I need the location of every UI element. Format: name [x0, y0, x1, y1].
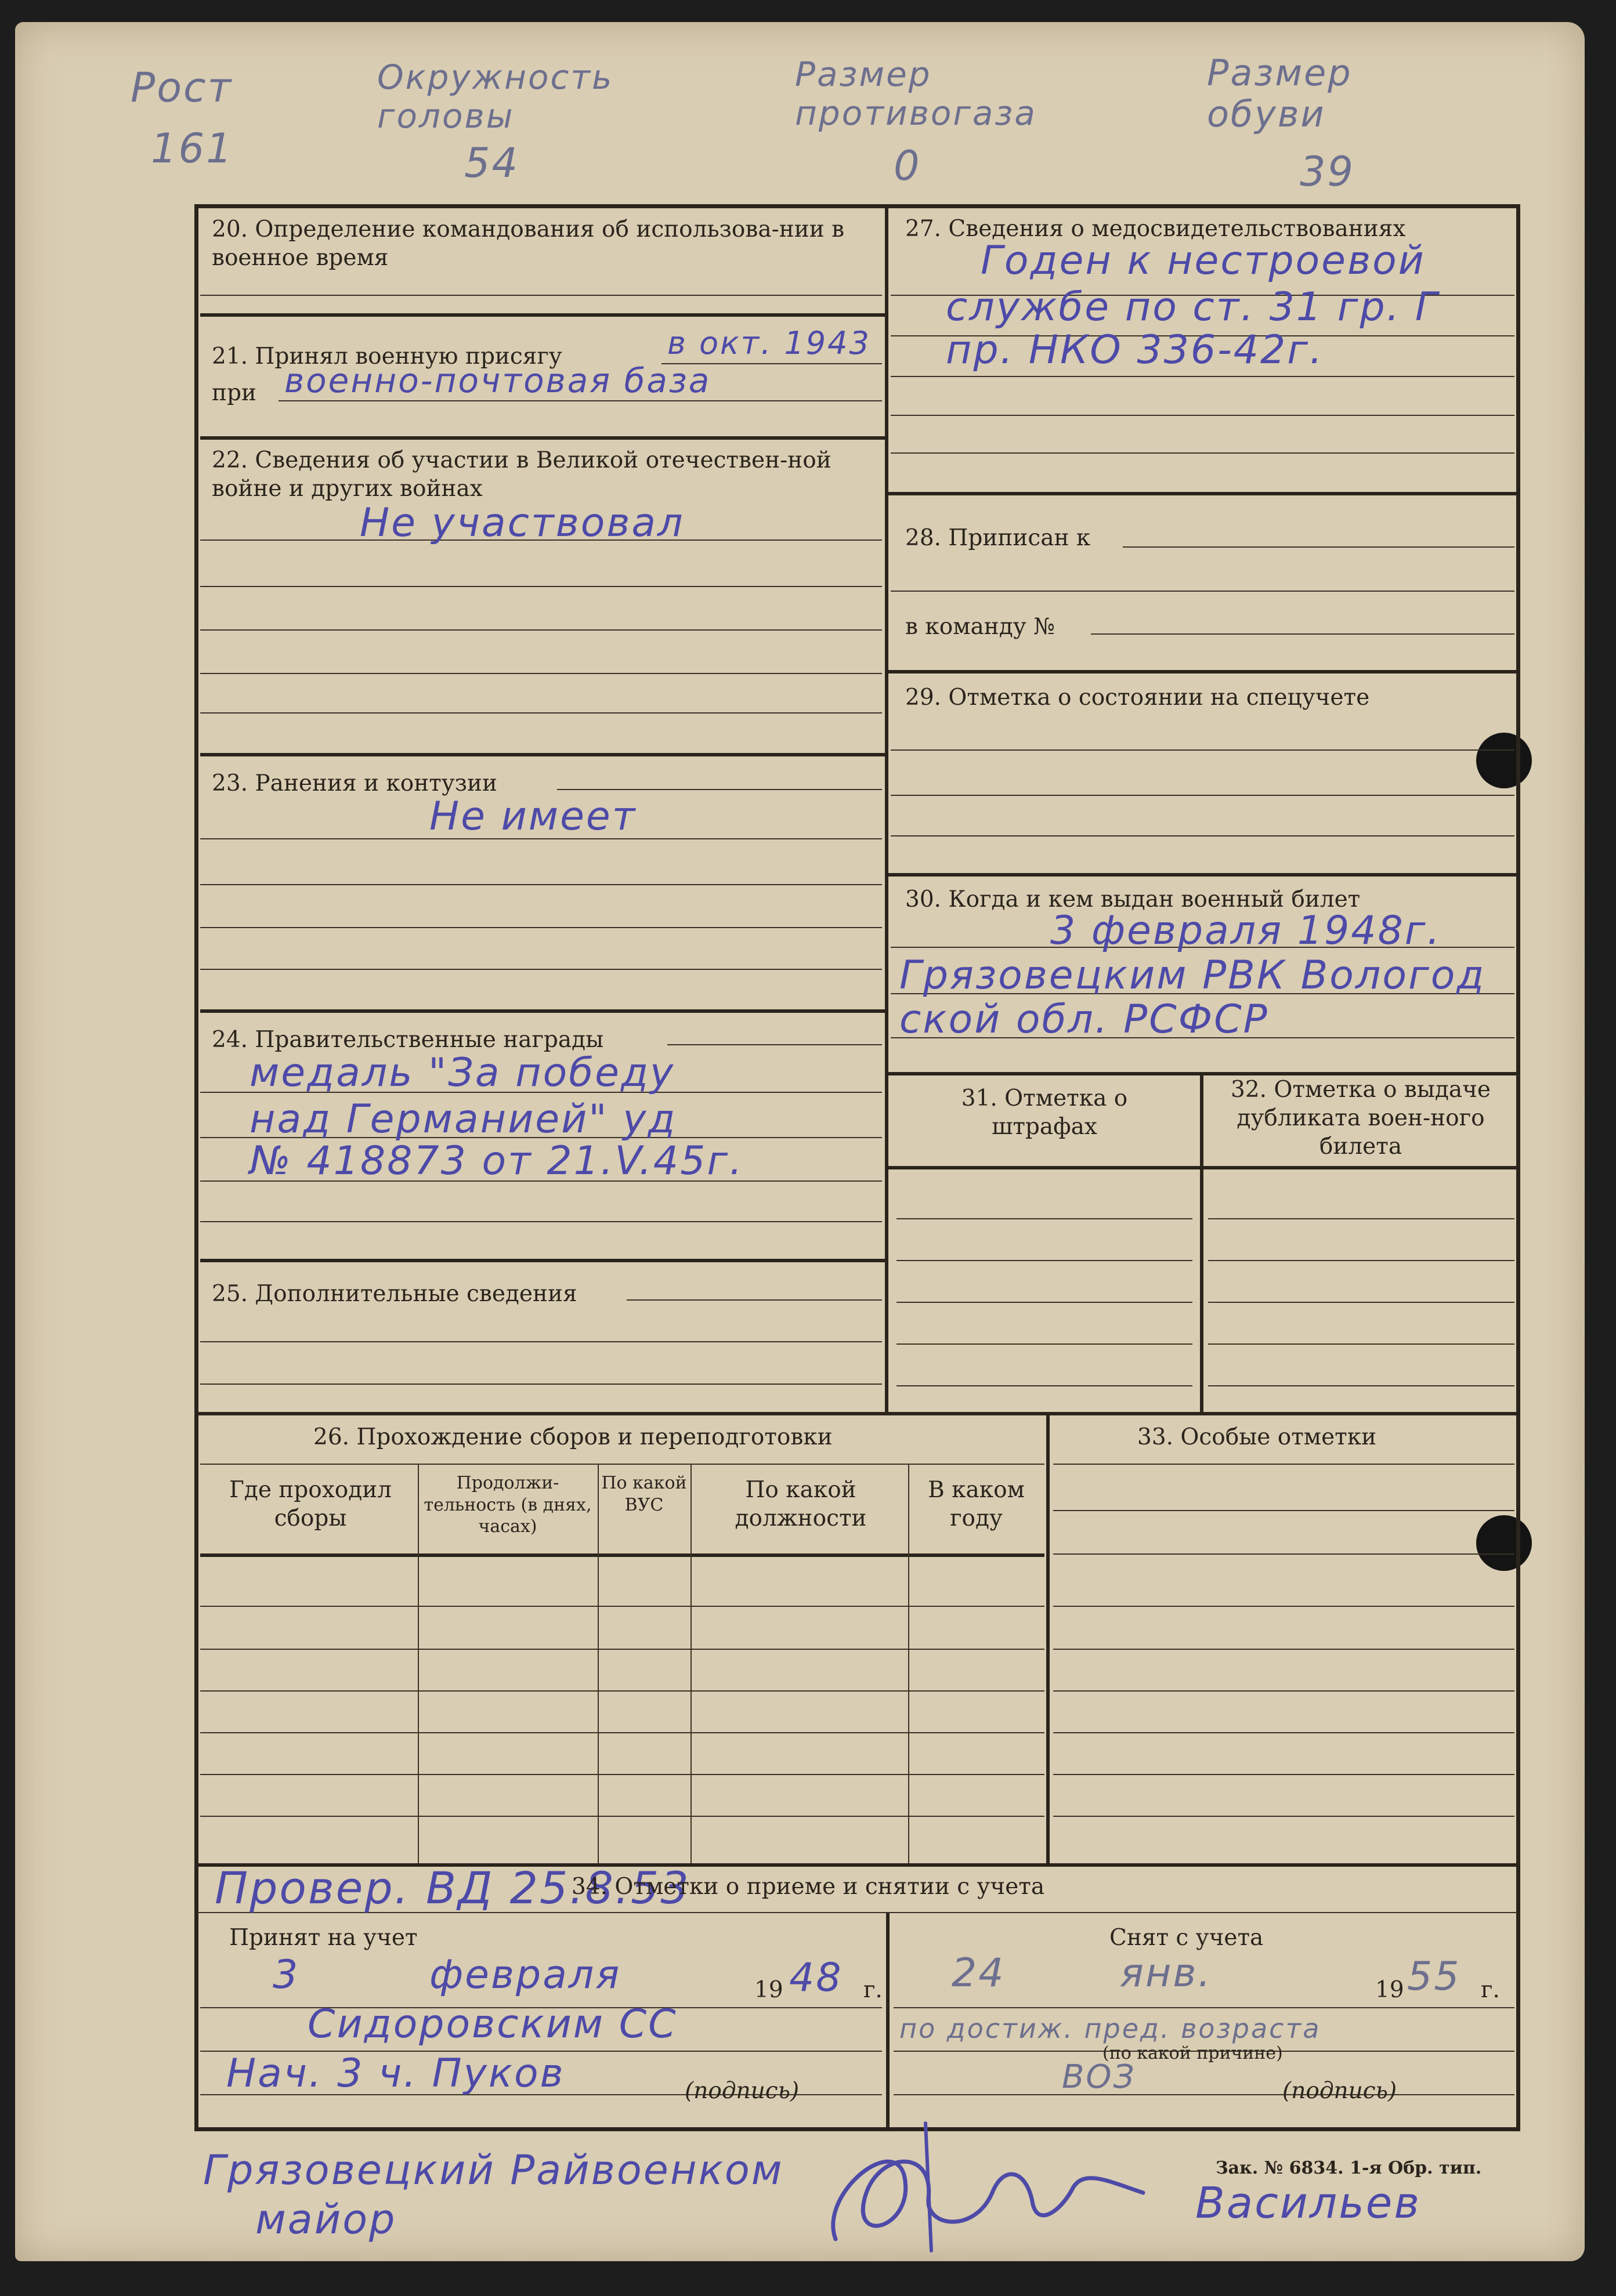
- removed-year-prefix: 19: [1375, 1977, 1404, 2003]
- rule: [200, 884, 882, 885]
- rule: [200, 1464, 1044, 1465]
- rule: [896, 1260, 1192, 1261]
- war-participation: Не участвовал: [360, 500, 685, 546]
- rule: [896, 1343, 1192, 1345]
- award-line-3: № 418873 от 21.V.45г.: [250, 1138, 744, 1184]
- rule: [557, 789, 882, 790]
- gasmask-size-value: 0: [894, 142, 921, 190]
- rule: [1208, 1343, 1514, 1345]
- rule: [1208, 1218, 1514, 1219]
- rule: [200, 1732, 1044, 1733]
- rule: [1053, 1690, 1514, 1692]
- section-21-label: 21. Принял военную присягу: [212, 343, 562, 370]
- table-col-duration: Продолжи-тельность (в днях, часах): [424, 1473, 592, 1537]
- oath-date: в окт. 1943: [667, 325, 871, 361]
- officer-name: Васильев: [1195, 2178, 1421, 2228]
- rule: [891, 749, 1514, 751]
- removed-sign-label: (подпись): [1282, 2078, 1397, 2104]
- accepted-by: Сидоровским СС: [308, 2001, 678, 2047]
- rule: [1053, 1464, 1514, 1465]
- accepted-sign-label: (подпись): [685, 2078, 800, 2104]
- table-col-divider: [598, 1464, 599, 1863]
- rule: [200, 1341, 882, 1342]
- head-size-label: Окружность головы: [377, 57, 614, 136]
- rule: [888, 492, 1517, 495]
- wounds: Не имеет: [429, 794, 637, 839]
- med-line-1: Годен к нестроевой: [981, 238, 1426, 284]
- rule: [200, 1259, 885, 1262]
- table-col-position: По какой должности: [735, 1477, 867, 1531]
- center-divider: [885, 207, 888, 1412]
- divider-34-center: [886, 1913, 890, 2131]
- section-31-label: 31. Отметка о штрафах: [961, 1085, 1128, 1140]
- section-30-label: 30. Когда и кем выдан военный билет: [905, 886, 1361, 912]
- section-29-label: 29. Отметка о состоянии на спецучете: [905, 685, 1370, 711]
- rule: [891, 835, 1514, 836]
- section-28-command: в команду №: [905, 614, 1055, 640]
- med-line-2: службе по ст. 31 гр. Г: [946, 284, 1439, 330]
- rule: [200, 629, 882, 631]
- rule: [200, 313, 885, 317]
- signature-mark: [783, 2112, 1178, 2257]
- military-office: Грязовецкий Райвоенком: [203, 2146, 784, 2194]
- accepted-year-suffix: г.: [863, 1977, 883, 2003]
- removed-day: 24: [952, 1950, 1006, 1996]
- divider-31-32: [1200, 1072, 1203, 1412]
- rule: [894, 2094, 1514, 2095]
- oath-place: военно-почтовая база: [284, 361, 711, 400]
- rule: [896, 1218, 1192, 1219]
- rule: [1053, 1553, 1514, 1555]
- section-25-label: 25. Дополнительные сведения: [212, 1281, 577, 1307]
- reason-label: (по какой причине): [1102, 2043, 1283, 2063]
- section-32-label: 32. Отметка о выдаче дубликата воен-ного билета: [1231, 1077, 1491, 1160]
- rule: [891, 376, 1514, 377]
- rule: [896, 1385, 1192, 1386]
- section-33-label: 33. Особые отметки: [1137, 1424, 1377, 1450]
- height-label: Рост: [131, 64, 233, 111]
- rule: [200, 295, 882, 296]
- rule: [200, 1774, 1044, 1775]
- rule: [200, 1606, 1044, 1607]
- section-27-label: 27. Сведения о медосвидетельствованиях: [905, 216, 1406, 242]
- rule: [200, 1384, 882, 1385]
- table-col-divider: [908, 1464, 909, 1863]
- rule: [891, 452, 1514, 454]
- rule: [896, 1302, 1192, 1303]
- ticket-issuer: Грязовецким РВК Вологод: [899, 953, 1486, 998]
- rule: [200, 969, 882, 970]
- removed-signature: ВОЗ: [1062, 2058, 1136, 2096]
- table-col-vus: По какой ВУС: [601, 1473, 687, 1515]
- rule: [888, 1166, 1517, 1169]
- ticket-issue-date: 3 февраля 1948г.: [1050, 908, 1442, 954]
- rule: [667, 1044, 882, 1045]
- accepted-month: февраля: [429, 1952, 621, 1998]
- section-34-title: 34. Отметки о приеме и снятии с учета: [572, 1874, 1045, 1900]
- officer-rank: майор: [255, 2196, 397, 2243]
- rule: [200, 753, 885, 756]
- ticket-region: ской обл. РСФСР: [899, 997, 1269, 1042]
- section-21-label-at: при: [212, 380, 256, 406]
- rule: [1123, 546, 1514, 548]
- rule: [1208, 1385, 1514, 1386]
- divider-26: [197, 1412, 1517, 1415]
- rule: [200, 1553, 1044, 1557]
- accepted-year-prefix: 19: [754, 1977, 783, 2003]
- section-28-label: 28. Приписан к: [905, 525, 1091, 551]
- divider-26-33: [1046, 1412, 1050, 1863]
- removed-label: Снят с учета: [1109, 1925, 1264, 1951]
- rule: [200, 586, 882, 587]
- shoe-size-label: Размер обуви: [1207, 52, 1353, 136]
- rule: [200, 1009, 885, 1013]
- rule: [200, 1816, 1044, 1817]
- rule: [1091, 633, 1514, 635]
- rule: [1208, 1302, 1514, 1303]
- rule: [200, 436, 885, 440]
- rule: [891, 415, 1514, 416]
- check-note: Провер. ВД 25.8.53: [215, 1862, 690, 1914]
- shoe-size-value: 39: [1300, 148, 1355, 195]
- rule: [200, 673, 882, 674]
- rule: [200, 1690, 1044, 1692]
- table-col-place: Где проходил сборы: [229, 1477, 392, 1531]
- section-22-label: 22. Сведения об участии в Великой отечествен-ной войне и других войнах: [212, 447, 832, 502]
- rule: [1053, 1816, 1514, 1817]
- table-col-divider: [690, 1464, 692, 1863]
- rule: [1053, 1606, 1514, 1607]
- accepted-signature: Нач. 3 ч. Пуков: [226, 2051, 565, 2096]
- rule: [1208, 1260, 1514, 1261]
- accepted-day: 3: [273, 1952, 300, 1998]
- section-26-title: 26. Прохождение сборов и переподготовки: [313, 1424, 833, 1450]
- rule: [627, 1299, 882, 1301]
- award-line-2: над Германией" уд: [250, 1096, 677, 1142]
- rule: [200, 1221, 882, 1222]
- med-line-3: пр. НКО 336-42г.: [946, 327, 1324, 373]
- rule: [200, 927, 882, 928]
- rule: [1053, 1774, 1514, 1775]
- height-value: 161: [151, 125, 234, 172]
- removed-month: янв.: [1120, 1950, 1213, 1996]
- rule: [1053, 1649, 1514, 1650]
- head-size-value: 54: [464, 139, 520, 187]
- rule: [1053, 1510, 1514, 1511]
- table-col-year: В каком году: [928, 1477, 1025, 1531]
- table-col-divider: [418, 1464, 419, 1863]
- removed-reason: по достиж. пред. возраста: [899, 2013, 1321, 2044]
- rule: [200, 1649, 1044, 1650]
- rule: [279, 400, 882, 401]
- rule: [891, 591, 1514, 592]
- section-23-label: 23. Ранения и контузии: [212, 770, 497, 796]
- accepted-label: Принят на учет: [229, 1925, 418, 1951]
- rule: [888, 873, 1517, 877]
- rule: [888, 670, 1517, 673]
- rule: [891, 795, 1514, 796]
- rule: [1053, 1732, 1514, 1733]
- gasmask-size-label: Размер противогаза: [795, 55, 1037, 133]
- removed-year: 55: [1407, 1954, 1461, 2000]
- section-24-label: 24. Правительственные награды: [212, 1027, 604, 1053]
- accepted-year: 48: [789, 1955, 843, 2001]
- award-line-1: медаль "За победу: [250, 1050, 675, 1096]
- rule: [200, 712, 882, 714]
- rule: [894, 2007, 1514, 2008]
- removed-year-suffix: г.: [1481, 1977, 1500, 2003]
- section-20-label: 20. Определение командования об использова-нии в военное время: [212, 216, 845, 271]
- print-info: Зак. № 6834. 1-я Обр. тип.: [1216, 2158, 1482, 2178]
